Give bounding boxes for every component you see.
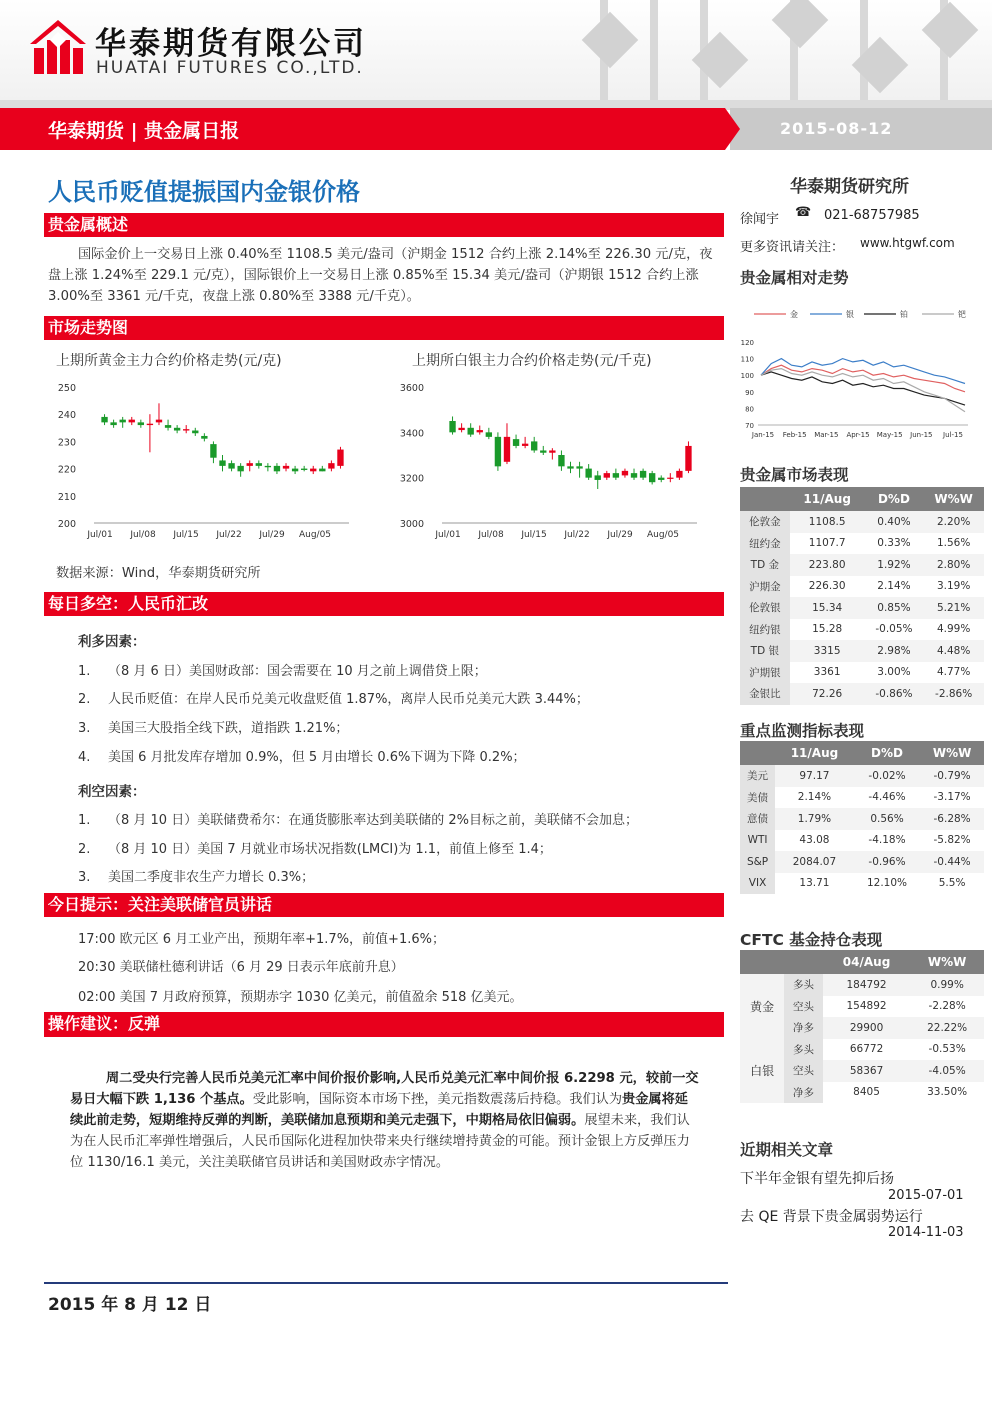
candle-body: [274, 466, 280, 471]
series-line: [761, 359, 965, 384]
table-cell: 4.99%: [923, 619, 984, 641]
company-name-en: HUATAI FUTURES CO.,LTD.: [96, 58, 364, 78]
row-label: 空头: [784, 996, 823, 1018]
phone-icon: ☎: [795, 205, 812, 220]
candle-body: [174, 428, 180, 431]
table-cell: 58367: [823, 1060, 910, 1082]
candle-body: [549, 450, 555, 452]
x-tick-label: Jul/08: [130, 530, 156, 540]
table-cell: 1107.7: [790, 533, 865, 555]
analyst-phone: 021-68757985: [824, 208, 920, 223]
gold-chart-title: 上期所黄金主力合约价格走势(元/克): [56, 353, 282, 369]
candle-body: [513, 439, 519, 446]
candle-body: [640, 471, 646, 478]
y-tick-label: 120: [740, 339, 754, 347]
table-row: [740, 974, 984, 996]
bear-item: 2. （8 月 10 日）美国 7 月就业市场状况指数(LMCI)为 1.1，前值上修至 1.4；: [78, 842, 552, 857]
table-cell: -6.28%: [920, 808, 984, 830]
table-cell: 72.26: [790, 683, 865, 705]
table-cell: 66772: [823, 1039, 910, 1061]
y-tick-label: 80: [745, 405, 754, 414]
silver-candlestick-chart: [392, 375, 712, 545]
candle-body: [210, 444, 216, 458]
row-label: 多头: [784, 1039, 823, 1061]
table-cell: 3.00%: [865, 662, 924, 684]
article-title[interactable]: 去 QE 背景下贵金属弱势运行: [740, 1209, 923, 1225]
bear-item: 1. （8 月 10 日）美联储费希尔：在通货膨胀率达到美联储的 2%目标之前，美联储不会加息；: [78, 813, 638, 828]
table-cell: -5.82%: [920, 830, 984, 852]
x-tick-label: Jul-15: [943, 431, 963, 439]
candle-body: [156, 420, 162, 423]
x-tick-label: Aug/05: [646, 530, 680, 540]
x-tick-label: Feb-15: [782, 431, 807, 439]
candle-body: [667, 478, 673, 479]
table-row: [740, 1039, 984, 1061]
gold-candlestick-chart: [44, 375, 364, 545]
row-label: S&P: [740, 851, 775, 873]
x-tick-label: Jul/15: [173, 530, 199, 540]
candle-body: [183, 429, 189, 430]
overview-text: 国际金价上一交易日上涨 0.40%至 1108.5 美元/盎司（沪期金 1512 合约上涨 2.14%至 226.30 元/克，夜盘上涨 1.24%至 229.1 元/克），国际银价上一交易日上涨 0.85%至 15.34 美元/盎司（沪期银 1512 合约上涨 3.00%至 3361 元/千克，夜盘上涨 0.80%至 3388 元/千克）。: [48, 247, 713, 304]
table-cell: -0.86%: [865, 683, 924, 705]
data-source: 数据来源：Wind，华泰期货研究所: [56, 566, 261, 581]
y-tick-label: 210: [57, 491, 76, 503]
table-cell: -0.79%: [920, 765, 984, 787]
candle-body: [237, 466, 243, 471]
row-label: 净多: [784, 1017, 823, 1039]
candle-body: [265, 466, 271, 467]
y-tick-label: 230: [57, 437, 76, 449]
x-tick-label: Mar-15: [814, 431, 839, 439]
candle-body: [567, 466, 573, 468]
legend-label: 铂: [900, 310, 908, 319]
section-daily: 每日多空：人民币汇改: [44, 592, 724, 616]
table-cell: 2084.07: [775, 851, 854, 873]
index-table: 11/Aug D%D W%W 美元 97.17 -0.02% -0.79% 美债 2.14% -4.46% -3.17% 意债 1.79% 0.56% -6.28% WTI 43.08 -4.18% -5.82% S&P 2084.07 -0.96% -0.44% VIX 13.71 12.10% 5.5%: [740, 741, 984, 894]
table-cell: 8405: [823, 1082, 910, 1104]
legend-label: 金: [790, 310, 798, 319]
table-cell: 4.48%: [923, 640, 984, 662]
row-label: 沪期金: [740, 576, 790, 598]
candle-body: [595, 475, 601, 480]
row-label: TD 银: [740, 640, 790, 662]
x-tick-label: May-15: [876, 431, 903, 439]
table-cell: 2.80%: [923, 554, 984, 576]
candle-body: [613, 473, 619, 478]
table-row: [740, 640, 984, 662]
market-table: 11/Aug D%D W%W 伦敦金 1108.5 0.40% 2.20% 纽约金 1107.7 0.33% 1.56% TD 金 223.80 1.92% 2.80% 沪期金 226.30 2.14% 3.19% 伦敦银 15.34 0.85% 5.21% 纽约银 15.28 -0.05% 4.99% TD 银 3315 2.98% 4.48% 沪期银 3361 3.00% 4.77% 金银比 72.26 -0.86% -2.86%: [740, 487, 984, 705]
x-tick-label: Jul/29: [607, 530, 633, 540]
table-cell: 3315: [790, 640, 865, 662]
table-cell: 0.85%: [865, 597, 924, 619]
candle-body: [129, 420, 135, 423]
x-tick-label: Jul/15: [521, 530, 547, 540]
y-tick-label: 220: [57, 464, 76, 476]
y-tick-label: 3400: [399, 428, 424, 440]
table-cell: 15.28: [790, 619, 865, 641]
relative-trend-chart: [736, 300, 988, 445]
candle-body: [531, 441, 537, 450]
candle-body: [495, 437, 501, 466]
x-tick-label: Jul/22: [216, 530, 242, 540]
y-tick-label: 3000: [399, 519, 424, 530]
table-cell: 1.92%: [865, 554, 924, 576]
cftc-heading: CFTC 基金持仓表现: [740, 931, 883, 949]
table-cell: -0.02%: [854, 765, 920, 787]
series-line: [761, 372, 965, 405]
table-cell: -0.05%: [865, 619, 924, 641]
y-tick-label: 250: [57, 383, 76, 394]
row-label: 纽约银: [740, 619, 790, 641]
row-label: 金银比: [740, 683, 790, 705]
row-label: 多头: [784, 974, 823, 996]
candle-body: [685, 446, 691, 471]
y-tick-label: 3200: [399, 473, 424, 485]
table-cell: 2.98%: [865, 640, 924, 662]
table-cell: 3.19%: [923, 576, 984, 598]
company-name-cn: 华泰期货有限公司: [95, 26, 367, 62]
table-cell: 0.33%: [865, 533, 924, 555]
index-heading: 重点监测指标表现: [740, 722, 865, 740]
candle-body: [585, 469, 591, 478]
follow-text: 更多资讯请关注：: [740, 240, 845, 255]
row-label: 纽约金: [740, 533, 790, 555]
candle-body: [477, 430, 483, 432]
y-tick-label: 200: [57, 519, 76, 530]
row-label: 伦敦金: [740, 511, 790, 533]
candle-body: [631, 473, 637, 478]
table-cell: 0.99%: [910, 974, 984, 996]
x-tick-label: Jun-15: [910, 431, 933, 439]
legend-label: 钯: [958, 310, 966, 319]
table-row: [740, 830, 984, 852]
table-row: [740, 619, 984, 641]
candle-body: [120, 420, 126, 423]
company-logo: [30, 20, 86, 76]
table-cell: -2.28%: [910, 996, 984, 1018]
table-cell: -0.44%: [920, 851, 984, 873]
bear-item: 3. 美国二季度非农生产力增长 0.3%；: [78, 870, 315, 885]
table-cell: -4.46%: [854, 787, 920, 809]
section-tips: 今日提示：关注美联储官员讲话: [44, 893, 724, 917]
table-cell: 1.56%: [923, 533, 984, 555]
table-cell: 97.17: [775, 765, 854, 787]
silver-chart-title: 上期所白银主力合约价格走势(元/千克): [412, 353, 652, 369]
table-row: [740, 851, 984, 873]
candle-body: [458, 428, 464, 430]
cftc-table: 04/Aug W%W 黄金 多头 184792 0.99% 空头 154892 -2.28% 净多 29900 22.22% 白银 多头 66772 -0.53% 空头 58367 -4.05% 净多 8405 33.50%: [740, 950, 984, 1103]
table-row: [740, 873, 984, 895]
table-cell: 184792: [823, 974, 910, 996]
row-group-label: 黄金: [740, 974, 784, 1039]
x-tick-label: Jul/22: [564, 530, 590, 540]
table-cell: 22.22%: [910, 1017, 984, 1039]
y-tick-label: 70: [745, 422, 754, 430]
candle-body: [319, 469, 325, 472]
analyst-name: 徐闻宇: [740, 212, 780, 227]
advice-text: 周二受央行完善人民币兑美元汇率中间价报价影响,人民币兑美元汇率中间价报 6.2298 元，较前一交易日大幅下跌 1,136 个基点。受此影响，国际资本市场下挫，美元指数震荡后持稳。我们认为贵金属将延续此前走势，短期维持反弹的判断，美联储加息预期和美元走强下，中期格局依旧偏弱。展望未来，我们认为在人民币汇率弹性增强后，人民币国际化进程加快带来央行继续增持黄金的可能。预计金银上方反弹压力位 1130/16.1 美元，关注美联储官员讲话和美国财政赤字情况。: [70, 1071, 699, 1170]
table-row: [740, 765, 984, 787]
candle-body: [192, 431, 198, 434]
institute-name: 华泰期货研究所: [790, 177, 909, 197]
table-cell: 33.50%: [910, 1082, 984, 1104]
row-label: VIX: [740, 873, 775, 895]
candle-body: [328, 463, 334, 468]
market-heading: 贵金属市场表现: [740, 466, 849, 484]
table-cell: 4.77%: [923, 662, 984, 684]
row-group-label: 白银: [740, 1039, 784, 1104]
candle-body: [522, 444, 528, 446]
candle-body: [228, 463, 234, 468]
row-label: 净多: [784, 1082, 823, 1104]
candle-body: [101, 417, 107, 422]
y-tick-label: 110: [740, 355, 754, 364]
table-cell: 2.20%: [923, 511, 984, 533]
candle-body: [301, 469, 307, 470]
table-cell: 0.56%: [854, 808, 920, 830]
row-label: 沪期银: [740, 662, 790, 684]
article-title[interactable]: 下半年金银有望先抑后扬: [740, 1171, 894, 1187]
row-label: 意债: [740, 808, 775, 830]
section-overview: 贵金属概述: [44, 213, 724, 237]
table-cell: 5.21%: [923, 597, 984, 619]
legend-label: 银: [846, 310, 854, 319]
row-label: TD 金: [740, 554, 790, 576]
table-row: [740, 533, 984, 555]
website-link[interactable]: www.htgwf.com: [860, 236, 955, 250]
candle-body: [504, 437, 510, 462]
table-cell: 0.40%: [865, 511, 924, 533]
x-tick-label: Jul/01: [87, 530, 113, 540]
table-row: [740, 662, 984, 684]
y-tick-label: 100: [740, 372, 754, 381]
table-cell: 154892: [823, 996, 910, 1018]
row-label: 伦敦银: [740, 597, 790, 619]
table-cell: -0.96%: [854, 851, 920, 873]
table-cell: 5.5%: [920, 873, 984, 895]
table-cell: 43.08: [775, 830, 854, 852]
tip-item: 02:00 美国 7 月政府预算，预期赤字 1030 亿美元，前值盈余 518 亿美元。: [78, 990, 523, 1005]
candle-body: [165, 425, 171, 428]
candle-body: [658, 478, 664, 480]
candle-body: [247, 463, 253, 466]
table-cell: -4.18%: [854, 830, 920, 852]
row-label: 美元: [740, 765, 775, 787]
x-tick-label: Jul/29: [259, 530, 285, 540]
table-row: [740, 576, 984, 598]
row-label: 美债: [740, 787, 775, 809]
candle-body: [283, 466, 289, 469]
candle-body: [676, 471, 682, 478]
candle-body: [486, 432, 492, 437]
candle-body: [558, 455, 564, 466]
table-cell: 15.34: [790, 597, 865, 619]
x-tick-label: Jan-15: [751, 431, 775, 439]
table-cell: 29900: [823, 1017, 910, 1039]
bull-item: 4. 美国 6 月批发库存增加 0.9%，但 5 月由增长 0.6%下调为下降 0.2%；: [78, 750, 526, 765]
divider: [44, 1036, 724, 1037]
bear-heading: 利空因素：: [78, 784, 146, 800]
table-row: [740, 597, 984, 619]
candle-body: [147, 424, 153, 425]
table-cell: 1.79%: [775, 808, 854, 830]
table-row: [740, 554, 984, 576]
candle-body: [110, 422, 116, 425]
x-tick-label: Jul/01: [435, 530, 461, 540]
candle-body: [138, 422, 144, 425]
report-date: 2015-08-12: [780, 119, 893, 138]
article-date: 2014-11-03: [888, 1225, 964, 1240]
y-tick-label: 240: [57, 410, 76, 422]
x-tick-label: Apr-15: [846, 431, 870, 439]
bull-heading: 利多因素：: [78, 634, 146, 650]
candle-body: [219, 460, 225, 465]
table-row: [740, 683, 984, 705]
y-tick-label: 3600: [399, 383, 424, 394]
table-row: [740, 511, 984, 533]
tip-item: 17:00 欧元区 6 月工业产出，预期年率+1.7%，前值+1.6%；: [78, 932, 445, 947]
x-tick-label: Aug/05: [298, 530, 332, 540]
table-cell: 12.10%: [854, 873, 920, 895]
footer-divider: [44, 1282, 728, 1284]
candle-body: [310, 469, 316, 472]
candle-body: [604, 473, 610, 478]
table-row: [740, 787, 984, 809]
candle-body: [540, 450, 546, 452]
candle-body: [576, 466, 582, 468]
footer-date: 2015 年 8 月 12 日: [48, 1295, 212, 1315]
table-cell: 223.80: [790, 554, 865, 576]
candle-body: [622, 471, 628, 476]
table-cell: -3.17%: [920, 787, 984, 809]
article-date: 2015-07-01: [888, 1188, 964, 1203]
candle-body: [256, 463, 262, 466]
section-advice: 操作建议：反弹: [44, 1012, 724, 1036]
report-name: 华泰期货 | 贵金属日报: [48, 120, 240, 142]
candle-body: [649, 473, 655, 482]
table-cell: 1108.5: [790, 511, 865, 533]
section-charts: 市场走势图: [44, 316, 724, 340]
table-cell: -2.86%: [923, 683, 984, 705]
articles-heading: 近期相关文章: [740, 1141, 834, 1159]
y-tick-label: 90: [745, 388, 754, 397]
row-label: WTI: [740, 830, 775, 852]
table-cell: 2.14%: [775, 787, 854, 809]
table-cell: 2.14%: [865, 576, 924, 598]
relative-trend-heading: 贵金属相对走势: [740, 269, 849, 287]
table-cell: -0.53%: [910, 1039, 984, 1061]
x-tick-label: Jul/08: [478, 530, 504, 540]
page-title: 人民币贬值提振国内金银价格: [48, 178, 360, 206]
bull-item: 3. 美国三大股指全线下跌，道指跌 1.21%；: [78, 721, 349, 736]
table-cell: 226.30: [790, 576, 865, 598]
candle-body: [201, 436, 207, 439]
row-label: 空头: [784, 1060, 823, 1082]
table-cell: -4.05%: [910, 1060, 984, 1082]
candle-body: [449, 421, 455, 432]
candle-body: [337, 450, 343, 466]
table-row: [740, 808, 984, 830]
table-cell: 13.71: [775, 873, 854, 895]
candle-body: [292, 469, 298, 472]
tip-item: 20:30 美联储杜德利讲话（6 月 29 日表示年底前升息）: [78, 960, 404, 975]
candle-body: [468, 428, 474, 435]
bull-item: 2. 人民币贬值：在岸人民币兑美元收盘贬值 1.87%，离岸人民币兑美元大跌 3.44%；: [78, 692, 589, 707]
table-cell: 3361: [790, 662, 865, 684]
bull-item: 1. （8 月 6 日）美国财政部：国会需要在 10 月之前上调借贷上限；: [78, 664, 487, 679]
